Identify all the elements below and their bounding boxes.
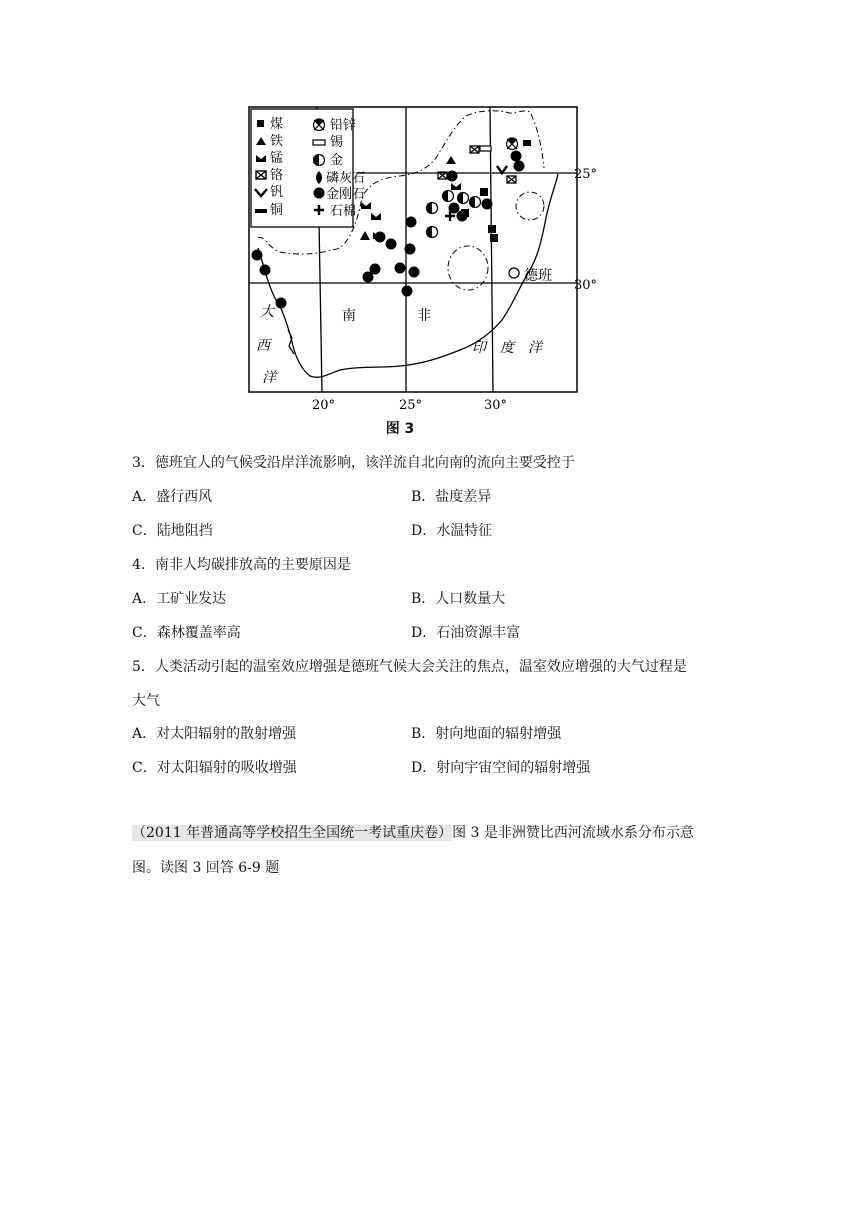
legend-label-gold: 金 [330, 153, 344, 168]
legend-label-vanadium: 钒 [270, 185, 284, 200]
legend-label-coal: 煤 [270, 117, 284, 132]
map-gold-icon [470, 197, 481, 208]
legend-label-diamond: 金刚石 [326, 187, 366, 202]
legend-label-chromium: 铬 [270, 168, 284, 183]
map-coal-icon [490, 234, 498, 242]
map-chromium-icon [507, 176, 516, 183]
map-diamond-icon [402, 286, 413, 297]
map-gold-icon [458, 193, 469, 204]
map-coal-icon [461, 209, 469, 217]
map-manganese-icon [371, 213, 381, 220]
map-diamond-icon [252, 250, 263, 261]
map-tin-icon [480, 146, 491, 151]
label-atlantic-3: 洋 [262, 370, 276, 386]
label-indian-2: 度 [500, 340, 514, 356]
question-5-option-a: A．对太阳辐射的散射增强 [132, 726, 297, 742]
question-4-option-b: B．人口数量大 [411, 591, 506, 607]
legend-label-lead-zinc: 铅锌 [330, 118, 357, 133]
copper-icon [255, 209, 267, 213]
lon-label-20: 20° [312, 398, 336, 413]
map-diamond-icon [370, 264, 381, 275]
lat-label-30: 30° [574, 278, 598, 293]
label-atlantic-2: 西 [256, 338, 270, 354]
legend-label-manganese: 锰 [270, 151, 284, 166]
lon-label-25: 25° [399, 398, 423, 413]
map-diamond-icon [405, 244, 416, 255]
map-vanadium-icon [497, 166, 507, 173]
lon-label-30: 30° [484, 398, 508, 413]
question-5-stem: 5．人类活动引起的温室效应增强是德班气候大会关注的焦点，温室效应增强的大气过程是 [132, 659, 687, 675]
source-line-2: 图。读图 3 回答 6-9 题 [132, 860, 280, 876]
map-coal-icon [488, 225, 496, 233]
source-line [132, 822, 694, 842]
legend-label-copper: 铜 [270, 203, 284, 218]
source-highlight: （2011 年普通高等学校招生全国统一考试重庆卷） [132, 825, 453, 841]
map-coal-icon [523, 140, 531, 146]
map-diamond-icon [409, 267, 420, 278]
map-diamond-icon [511, 151, 522, 162]
question-3-option-d: D．水温特征 [411, 523, 493, 539]
source-text: 图 3 是非洲赞比西河流域水系分布示意 [452, 825, 694, 841]
durban-label: 德班 [524, 268, 552, 284]
label-south: 南 [342, 308, 356, 324]
question-3-option-b: B．盐度差异 [411, 489, 492, 505]
question-5-stem-continued: 大气 [132, 693, 160, 709]
map-diamond-icon [482, 199, 493, 210]
map-gold-icon [443, 191, 454, 202]
map-diamond-icon [514, 161, 525, 172]
map-gold-symbols [427, 191, 481, 238]
label-indian-1: 印 [472, 340, 486, 356]
legend-label-iron: 铁 [270, 134, 284, 149]
question-4-option-c: C．森林覆盖率高 [132, 625, 241, 641]
map-chromium-icon [470, 146, 479, 153]
map-diamond-icon [406, 217, 417, 228]
question-3-stem: 3．德班宜人的气候受沿岸洋流影响，该洋流自北向南的流向主要受控于 [132, 455, 575, 471]
durban-marker-icon [509, 268, 519, 278]
map-iron-icon [360, 231, 370, 240]
legend-label-tin: 锡 [330, 135, 344, 150]
question-3-option-c: C．陆地阻挡 [132, 523, 213, 539]
map-diamond-icon [395, 263, 406, 274]
map-manganese-icon [361, 202, 371, 209]
label-indian-3: 洋 [528, 340, 542, 356]
boundary-swaziland [516, 192, 544, 220]
coal-icon [257, 120, 264, 127]
question-5-option-c: C．对太阳辐射的吸收增强 [132, 760, 297, 776]
map-gold-icon [427, 227, 438, 238]
label-atlantic-1: 大 [260, 304, 274, 320]
map-iron-icon [446, 156, 456, 164]
label-africa: 非 [417, 308, 431, 324]
question-4-stem: 4．南非人均碳排放高的主要原因是 [132, 557, 351, 573]
question-4-option-a: A．工矿业发达 [132, 591, 227, 607]
legend-label-phosphate: 磷灰石 [326, 171, 366, 186]
mineral-map [240, 98, 610, 418]
map-diamond-icon [276, 298, 287, 309]
map-diamond-icon [260, 265, 271, 276]
diamond-icon [314, 188, 325, 199]
map-manganese-icon [451, 183, 461, 190]
map-diamond-icon [386, 239, 397, 250]
legend-label-asbestos: 石棉 [330, 204, 357, 219]
map-iron-symbols [360, 156, 456, 240]
question-5-option-b: B．射向地面的辐射增强 [411, 726, 562, 742]
map-gold-icon [427, 203, 438, 214]
question-5-option-d: D．射向宇宙空间的辐射增强 [411, 760, 591, 776]
map-coal-icon [480, 188, 488, 196]
mineral-map-figure [240, 98, 610, 418]
figure-caption: 图 3 [385, 421, 415, 437]
question-4-option-d: D．石油资源丰富 [411, 625, 521, 641]
map-lead-zinc-icon [507, 137, 518, 149]
question-3-option-a: A．盛行西风 [132, 489, 213, 505]
lat-label-25: 25° [574, 167, 598, 182]
map-diamond-icon [447, 171, 458, 182]
